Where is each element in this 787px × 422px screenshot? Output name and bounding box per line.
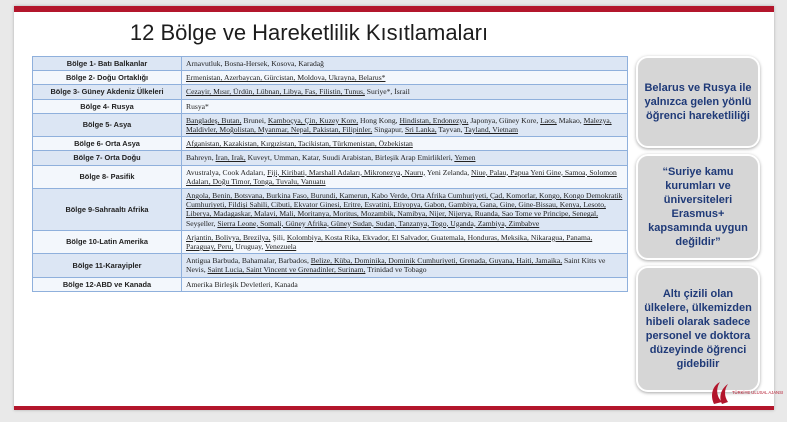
region-name: Bölge 5- Asya [33, 113, 182, 136]
countries-text: Antigua Barbuda, Bahamalar, Barbados, [186, 256, 311, 266]
region-countries [182, 99, 628, 113]
region-countries [182, 137, 628, 151]
table-row [33, 113, 628, 136]
table-row [33, 189, 628, 231]
region-countries [182, 254, 628, 277]
note-syria: “Suriye kamu kurumları ve üniversiteleri Erasmus+ kapsamında uygun değildir” [636, 154, 760, 260]
logo-text: TÜRKİYE ULUSAL AJANSI [732, 390, 784, 395]
countries-text: Seyşeller, [186, 218, 218, 228]
regions-table [32, 56, 628, 292]
region-countries [182, 277, 628, 291]
region-countries [182, 57, 628, 71]
restricted-countries-text: Arjantin, Bolivya, Brezilya, [186, 232, 271, 242]
note-belarus-russia: Belarus ve Rusya ile yalnızca gelen yönlü öğrenci hareketliliği [636, 56, 760, 148]
restricted-countries-text: Venezuela [265, 242, 297, 252]
countries-text: Şili, [270, 232, 287, 242]
restricted-countries-text: Kamboçya, Çin, Kuzey Kore, [267, 115, 359, 125]
table-row [33, 99, 628, 113]
region-countries [182, 71, 628, 85]
restricted-countries-text: Sierra Leone, Somali, Güney Afrika, Güney Sudan, Sudan, Tanzanya, Togo, Uganda, Zambiya, Zimbabve [217, 218, 540, 228]
region-name: Bölge 2- Doğu Ortaklığı [33, 71, 182, 85]
region-name: Bölge 7- Orta Doğu [33, 151, 182, 165]
table-row [33, 85, 628, 99]
countries-text: Singapur, [372, 125, 405, 135]
slide [14, 6, 784, 410]
restricted-countries-text: Hindistan, Endonezya, [399, 115, 469, 125]
restricted-countries-text: Sri Lanka, [404, 125, 437, 135]
region-countries [182, 151, 628, 165]
countries-text: Bahreyn, [186, 153, 216, 163]
region-name: Bölge 11-Karayipler [33, 254, 182, 277]
table-row [33, 57, 628, 71]
table-row [33, 277, 628, 291]
countries-text: Yeni Zelanda, [425, 167, 471, 177]
region-name: Bölge 3- Güney Akdeniz Ülkeleri [33, 85, 182, 99]
countries-text: Suriye*, İsrail [364, 87, 410, 97]
region-name: Bölge 8- Pasifik [33, 165, 182, 188]
countries-text: Hong Kong, [358, 115, 400, 125]
restricted-countries-text: Afganistan, Kazakistan, Kırgızistan, Tacikistan, Türkmenistan, Özbekistan [186, 139, 413, 149]
national-agency-logo [706, 378, 784, 408]
restricted-countries-text: Bangladeş, Butan, [186, 115, 242, 125]
restricted-countries-text: İran, Irak, [215, 153, 246, 163]
region-countries [182, 165, 628, 188]
restricted-countries-text: Angola, Benin, Botsvana, Burkina Faso, Burundi, Kamerun, Kabo Verde, Orta Afrika Cumhuriyeti, Çad, Komorlar, Kongo, Kongo Demokratik Cumhuriyeti, Fildişi Sahili, Cibuti, Ekvator Ginesi, Eritre, Esvatini, Etiyopya, Gabon, Gambiya, Gana, Gine, Gine-Bissau, Kenya, Lesoto, Liberya, Madagaskar, Malavi, Mali, Moritanya, Moritus, Mozambik, Namibya, Nijer, Nijerya, Ruanda, Sao Tome ve Principe, Senegal, [186, 191, 623, 219]
table-row [33, 230, 628, 253]
countries-text: Trinidad ve Tobago [365, 265, 427, 275]
region-countries [182, 189, 628, 231]
region-name: Bölge 6- Orta Asya [33, 137, 182, 151]
countries-text: Rusya* [186, 101, 209, 111]
region-countries [182, 113, 628, 136]
restricted-countries-text: Yemen [454, 153, 476, 163]
countries-text: Tayvan, [436, 125, 465, 135]
restricted-countries-text: Belize, Küba, Dominika, Dominik Cumhuriyeti, Grenada, Guyana, Haiti, Jamaika, [310, 256, 563, 266]
restricted-countries-text: Laos, [540, 115, 557, 125]
restricted-countries-text: Saint Lucia, Saint Vincent ve Grenadinler, Surinam, [207, 265, 366, 275]
countries-text: Brunei, [241, 115, 268, 125]
table-row [33, 254, 628, 277]
region-name: Bölge 10-Latin Amerika [33, 230, 182, 253]
region-countries [182, 85, 628, 99]
slide-title: 12 Bölge ve Hareketlilik Kısıtlamaları [129, 20, 489, 45]
restricted-countries-text: Malezya, Maldivler, Moğolistan, Myanmar, Nepal, Pakistan, Filipinler, [186, 115, 612, 135]
countries-text: Uruguay, [233, 242, 266, 252]
region-name: Bölge 12-ABD ve Kanada [33, 277, 182, 291]
restricted-countries-text: Tayland, Vietnam [464, 125, 518, 135]
countries-text: Saint Kitts ve Nevis, [186, 256, 606, 275]
table-row [33, 151, 628, 165]
countries-text: Amerika Birleşik Devletleri, Kanada [186, 279, 298, 289]
countries-text: Avustralya, Cook Adaları, [186, 167, 268, 177]
note-underlined-countries: Altı çizili olan ülkelere, ülkemizden hibeli olarak sadece personel ve doktora düzeyinde öğrenci gidebilir [636, 266, 760, 392]
region-countries [182, 230, 628, 253]
countries-text: Kuveyt, Umman, Katar, Suudi Arabistan, Birleşik Arap Emirlikleri, [245, 153, 455, 163]
restricted-countries-text: Ermenistan, Azerbaycan, Gürcistan, Moldova, Ukrayna, Belarus* [186, 73, 386, 83]
countries-text: Arnavutluk, Bosna-Hersek, Kosova, Karadağ [186, 59, 324, 68]
restricted-countries-text: Cezayir, Mısır, Ürdün, Lübnan, Libya, Fas, Filistin, Tunus, [186, 87, 365, 97]
table-row [33, 71, 628, 85]
region-name: Bölge 4- Rusya [33, 99, 182, 113]
table-row [33, 137, 628, 151]
countries-text: Japonya, Güney Kore, [468, 115, 541, 125]
region-name: Bölge 1- Batı Balkanlar [33, 57, 182, 71]
restricted-countries-text: Fiji, Kiribati, Marshall Adaları, Mikronezya, Nauru, [267, 167, 426, 177]
region-name: Bölge 9-Sahraaltı Afrika [33, 189, 182, 231]
countries-text: Makao, [556, 115, 584, 125]
restricted-countries-text: Niue, Palau, Papua Yeni Gine, Samoa, Solomon Adaları, Doğu Timor, Tonga, Tuvalu, Vanuatu [186, 167, 617, 186]
table-row [33, 165, 628, 188]
restricted-countries-text: Kolombiya, Kosta Rika, Ekvador, El Salvador, Guatemala, Honduras, Meksika, Nikaragua, Panama, Paraguay, Peru, [186, 232, 593, 252]
